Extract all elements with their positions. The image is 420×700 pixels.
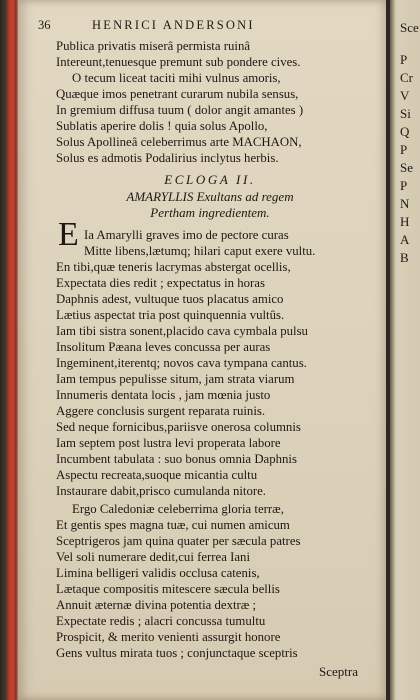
verse-line: Solus Apollineâ celeberrimus arte MACHAON, — [56, 135, 302, 149]
verse-line: Instaurare dabit,prisco cumulanda nitore. — [56, 484, 267, 498]
verse-line: Quæque imos penetrant curarum nubila sensus, — [56, 87, 299, 101]
verse-line: Vel soli numerare dedit,cui ferrea Iani — [56, 550, 250, 564]
eclogue-heading: ECLOGA II. — [164, 172, 256, 187]
adjacent-fragment: Cr — [400, 70, 413, 85]
verse-line: Sublatis aperire dolis ! quia solus Apollo, — [56, 119, 268, 133]
adjacent-fragment: Se — [400, 160, 413, 175]
verse-line: Ia Amarylli graves imo de pectore curas — [84, 228, 289, 242]
verse-line: Innumeris dentata locis , jam mœnia justo — [56, 388, 271, 402]
verse-line: Incumbent tabulata : suo bonus omnia Daphnis — [56, 452, 297, 466]
adjacent-fragment: Q — [400, 124, 410, 139]
verse-line: Expectate redis ; alacri concussa tumultu — [56, 614, 266, 628]
verse-line: Intereunt,tenuesque premunt sub pondere cives. — [56, 55, 301, 69]
verse-line: Solus es admotis Podalirius inclytus herbis. — [56, 151, 279, 165]
running-head-title: HENRICI ANDERSONI — [92, 18, 255, 32]
verse-line: Mitte libens,lætumq; hilari caput exere vultu. — [84, 244, 316, 258]
verse-line: Iam septem post lustra levi properata labore — [56, 436, 281, 450]
verse-line: Iam tibi sistra sonent,placido cava cymbala pulsu — [56, 324, 308, 338]
adjacent-fragment: Si — [400, 106, 411, 121]
verse-line: Sceptrigeros jam quina quater per sæcula patres — [56, 534, 301, 548]
adjacent-fragment: P — [400, 142, 408, 157]
verse-line: En tibi,quæ teneris lacrymas abstergat ocellis, — [56, 260, 291, 274]
adjacent-fragment: V — [400, 88, 410, 103]
verse-line: In gremium diffusa tuum ( dolor angit amantes ) — [56, 103, 304, 117]
verse-line: Insolitum Pæana leves concussa per auras — [56, 340, 271, 354]
verse-line: Sed neque fornicibus,pariisve onerosa columnis — [56, 420, 301, 434]
verse-line: Lætius aspectat tria post quinquennia vultûs. — [56, 308, 285, 322]
verse-line: Iam tempus pepulisse situm, jam strata viarum — [56, 372, 295, 386]
verse-line: Aggere conclusis surgent reparata ruinis. — [56, 404, 266, 418]
eclogue-subtitle: AMARYLLIS Exultans ad regem — [126, 189, 294, 204]
adjacent-fragment: N — [400, 196, 410, 211]
verse-line: Ergo Caledoniæ celeberrima gloria terræ, — [72, 502, 284, 516]
running-header — [38, 18, 378, 34]
verse-line: Expectata dies redit ; expectatus in horas — [56, 276, 265, 290]
verse-line: Et gentis spes magna tuæ, cui numen amicum — [56, 518, 290, 532]
verse-line: Annuit æternæ divina potentia dextræ ; — [56, 598, 257, 612]
catchword: Sceptra — [319, 664, 358, 679]
verse-line: Lætaque compositis mitescere sæcula bellis — [56, 582, 280, 596]
verse-line: Aspectu recreata,suoque micantia cultu — [56, 468, 258, 482]
verse-line: Gens vultus mirata tuos ; conjunctaque sceptris — [56, 646, 298, 660]
adjacent-fragment: H — [400, 214, 410, 229]
verse-line: Limina belligeri validis occlusa catenis, — [56, 566, 260, 580]
adjacent-fragment: A — [400, 232, 410, 247]
eclogue-subtitle: Pertham ingredientem. — [150, 205, 270, 220]
page-number: 36 — [38, 18, 51, 32]
verse-line: Daphnis adest, vultuque tuos placatus amico — [56, 292, 284, 306]
adjacent-fragment: P — [400, 178, 408, 193]
verse-line: Ingeminent,iterentq; novos cava tympana cantus. — [56, 356, 307, 370]
verse-line: Prospicit, & merito venienti assurgit honore — [56, 630, 281, 644]
verse-line: O tecum liceat taciti mihi vulnus amoris, — [72, 71, 281, 85]
drop-cap: E — [58, 216, 79, 253]
adjacent-fragment: P — [400, 52, 408, 67]
adjacent-fragment: Sce — [400, 20, 419, 35]
verse-line: Publica privatis miserâ permista ruinâ — [56, 39, 251, 53]
adjacent-fragment: B — [400, 250, 409, 265]
adjacent-page-edge — [390, 0, 420, 700]
